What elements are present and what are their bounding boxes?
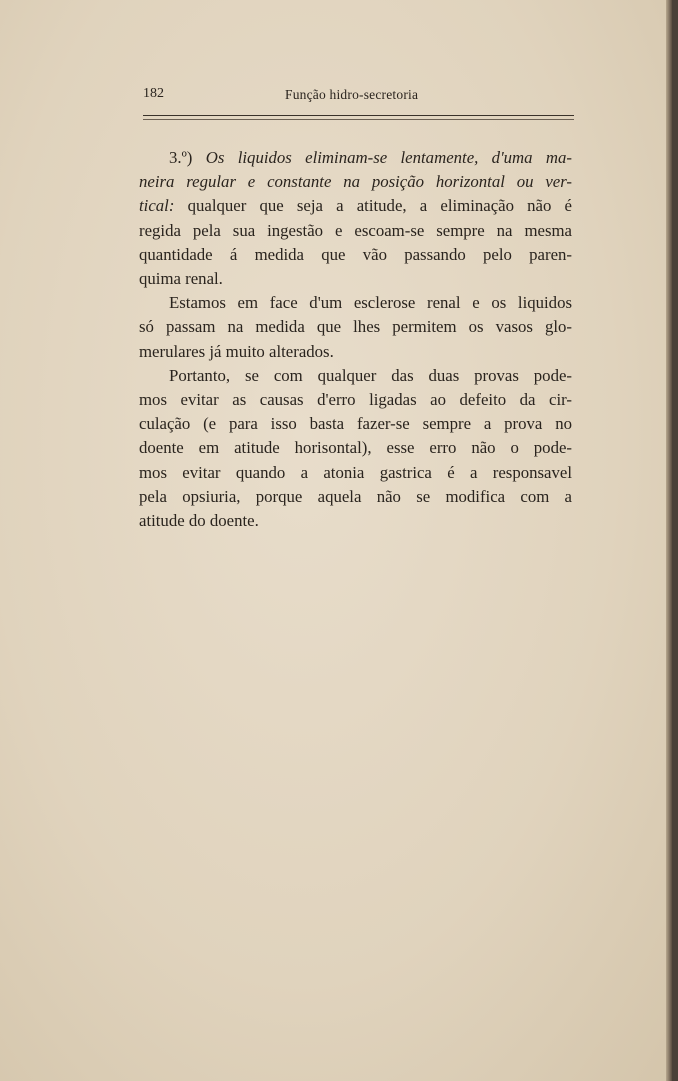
running-title: Função hidro-secretoria [285, 87, 419, 102]
text-line [139, 170, 572, 194]
italic-text: tical: [139, 196, 175, 216]
page-header [143, 86, 574, 108]
text-segment: só passam na medida que lhes permitem os vasos glo- [139, 317, 572, 337]
text-line [139, 436, 572, 460]
text-line [139, 485, 572, 509]
text-line [139, 243, 572, 267]
page-number: 182 [143, 86, 164, 101]
paragraph [139, 364, 572, 533]
text-line [139, 219, 572, 243]
text-segment: mos evitar as causas d'erro ligadas ao defeito da cir- [139, 390, 572, 410]
text-line [139, 291, 572, 315]
text-segment: merulares já muito alterados. [139, 341, 334, 361]
text-segment: pela opsiuria, porque aquela não se modifica com a [139, 486, 572, 506]
body-text [139, 146, 572, 533]
text-line [139, 509, 572, 533]
italic-text: Os liquidos eliminam-se lentamente, d'uma ma- [205, 148, 573, 167]
text-segment: quantidade á medida que vão passando pelo paren- [139, 244, 572, 264]
text-line [139, 267, 572, 291]
text-segment: 3.º) [169, 148, 206, 167]
text-segment: Estamos em face d'um esclerose renal e os liquidos [169, 293, 572, 313]
header-rule-thin [143, 119, 574, 120]
text-line [139, 364, 572, 388]
text-segment: mos evitar quando a atonia gastrica é a responsavel [139, 462, 572, 482]
page-edge [666, 0, 672, 1081]
text-segment: Portanto, se com qualquer das duas provas pode- [169, 365, 572, 385]
text-segment: regida pela sua ingestão e escoam-se sempre na mesma [139, 220, 572, 240]
text-segment: doente em atitude horisontal), esse erro não o pode- [139, 438, 572, 458]
italic-text: neira regular e constante na posição horizontal ou ver- [139, 172, 572, 192]
text-segment: quima renal. [139, 269, 223, 289]
text-line [139, 412, 572, 436]
text-line [139, 461, 572, 485]
text-segment: qualquer que seja a atitude, a eliminação não é [174, 196, 572, 216]
text-line [139, 146, 572, 170]
paragraph [139, 291, 572, 364]
text-segment: atitude do doente. [139, 511, 259, 531]
paragraph [139, 146, 572, 291]
text-line [139, 315, 572, 339]
text-line [139, 194, 572, 218]
text-line [139, 388, 572, 412]
header-rule [143, 115, 574, 116]
text-segment: culação (e para isso basta fazer-se sempre a prova no [139, 414, 572, 434]
text-line [139, 340, 572, 364]
